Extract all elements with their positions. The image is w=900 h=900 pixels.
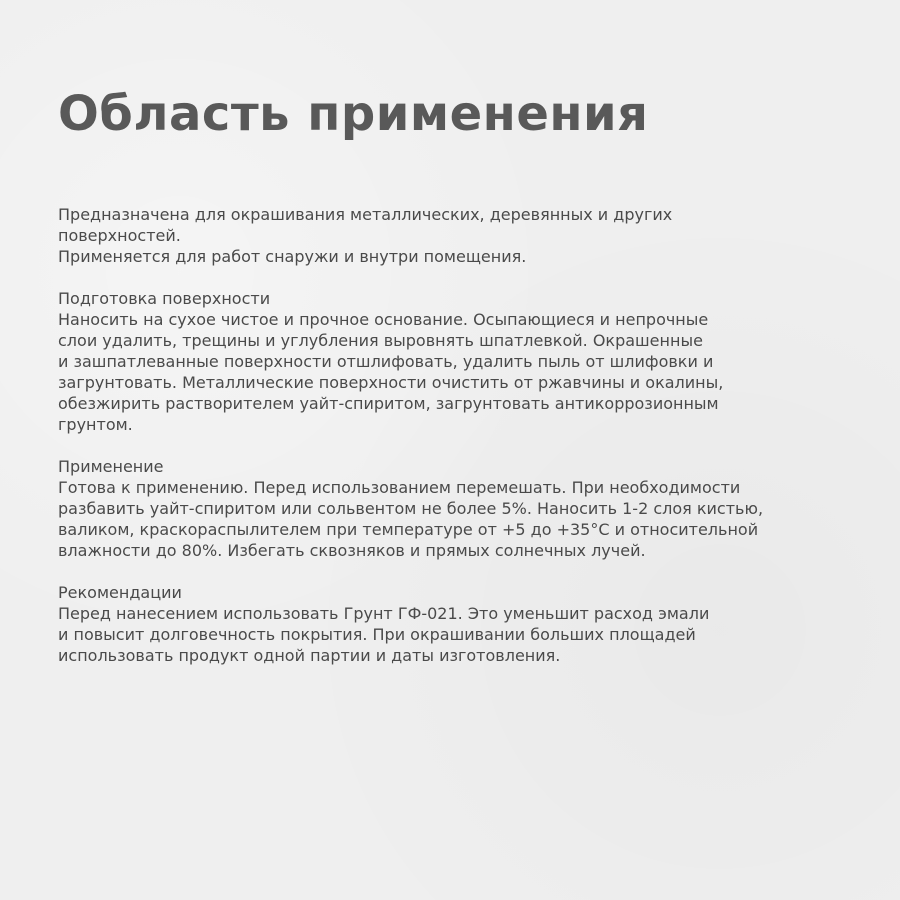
application-line: валиком, краскораспылителем при температуре от +5 до +35°С и относительной bbox=[58, 520, 759, 539]
surface-prep-line: слои удалить, трещины и углубления выровнять шпатлевкой. Окрашенные bbox=[58, 331, 703, 350]
surface-prep-line: грунтом. bbox=[58, 415, 133, 434]
recommendations-line: использовать продукт одной партии и даты изготовления. bbox=[58, 646, 561, 665]
application-line: влажности до 80%. Избегать сквозняков и прямых солнечных лучей. bbox=[58, 541, 646, 560]
surface-prep-line: Наносить на сухое чистое и прочное основание. Осыпающиеся и непрочные bbox=[58, 310, 709, 329]
application-line: разбавить уайт-спиритом или сольвентом не более 5%. Наносить 1-2 слоя кистью, bbox=[58, 499, 764, 518]
recommendations-line: Перед нанесением использовать Грунт ГФ-021. Это уменьшит расход эмали bbox=[58, 604, 710, 623]
recommendations-heading: Рекомендации bbox=[58, 583, 182, 602]
surface-prep-line: и зашпатлеванные поверхности отшлифовать, удалить пыль от шлифовки и bbox=[58, 352, 714, 371]
recommendations-line: и повысит долговечность покрытия. При окрашивании больших площадей bbox=[58, 625, 696, 644]
intro-line: Применяется для работ снаружи и внутри помещения. bbox=[58, 247, 527, 266]
application-line: Готова к применению. Перед использованием перемешать. При необходимости bbox=[58, 478, 741, 497]
application-heading: Применение bbox=[58, 457, 164, 476]
page-title: Область применения bbox=[58, 86, 649, 142]
application-section bbox=[58, 456, 848, 561]
recommendations-section bbox=[58, 582, 848, 666]
content bbox=[58, 204, 848, 666]
surface-prep-section bbox=[58, 288, 848, 435]
surface-prep-line: обезжирить растворителем уайт-спиритом, загрунтовать антикоррозионным bbox=[58, 394, 719, 413]
intro-line: поверхностей. bbox=[58, 226, 181, 245]
intro-line: Предназначена для окрашивания металлических, деревянных и других bbox=[58, 205, 673, 224]
surface-prep-heading: Подготовка поверхности bbox=[58, 289, 271, 308]
surface-prep-line: загрунтовать. Металлические поверхности очистить от ржавчины и окалины, bbox=[58, 373, 724, 392]
intro-section bbox=[58, 204, 848, 267]
